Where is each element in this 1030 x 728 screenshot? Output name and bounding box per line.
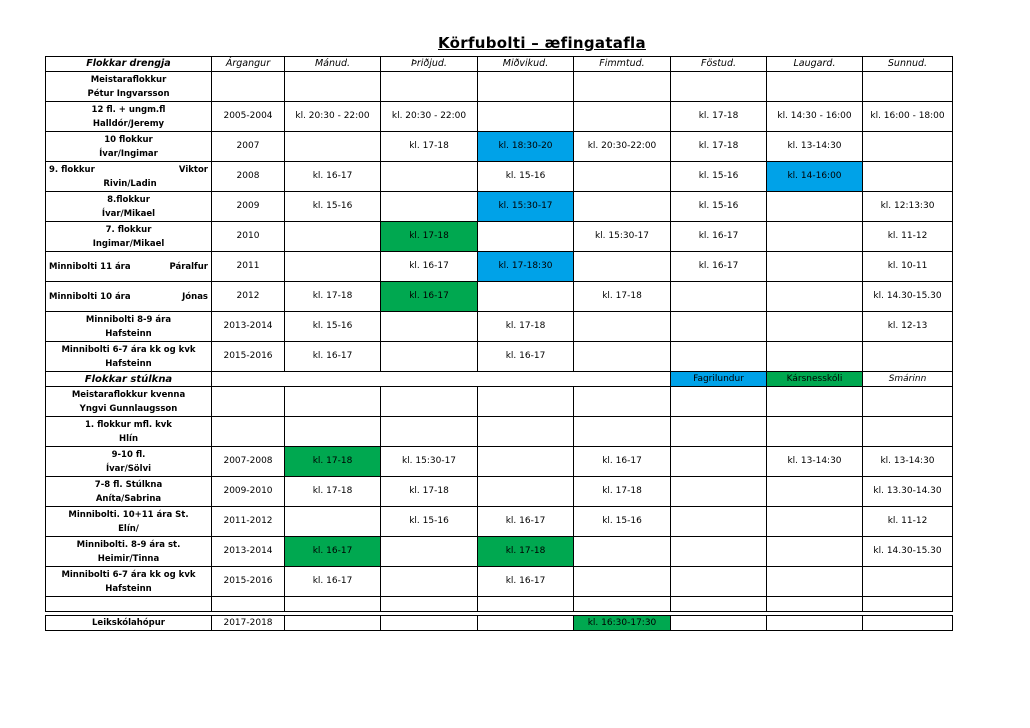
time-cell [767, 567, 863, 597]
time-cell [381, 567, 478, 597]
time-cell [671, 312, 767, 342]
time-cell [478, 417, 574, 447]
table-row [46, 616, 953, 631]
time-cell [478, 387, 574, 417]
group-cell [46, 447, 212, 477]
time-cell [381, 616, 478, 631]
table-row [46, 72, 953, 102]
empty-cell [863, 597, 953, 612]
year-cell: 2013-2014 [212, 312, 285, 342]
time-cell: kl. 15-16 [574, 507, 671, 537]
time-cell [381, 162, 478, 192]
time-cell [767, 507, 863, 537]
time-cell: kl. 20:30-22:00 [574, 132, 671, 162]
time-cell [574, 162, 671, 192]
time-cell [574, 417, 671, 447]
empty-row [46, 597, 953, 612]
group-name: 7. flokkur [105, 224, 152, 235]
empty-cell [285, 597, 381, 612]
time-cell [671, 72, 767, 102]
empty-cell [46, 597, 212, 612]
year-cell: 2013-2014 [212, 537, 285, 567]
time-cell [478, 447, 574, 477]
time-cell [574, 72, 671, 102]
time-cell [574, 342, 671, 372]
time-cell [574, 567, 671, 597]
time-cell [285, 252, 381, 282]
time-cell [285, 616, 381, 631]
time-cell [574, 312, 671, 342]
coach-name: Ívar/Ingimar [99, 148, 158, 159]
time-cell [767, 222, 863, 252]
group-cell [46, 477, 212, 507]
header-3: Þriðjud. [381, 57, 478, 72]
time-cell [671, 507, 767, 537]
time-cell: kl. 17-18 [381, 222, 478, 252]
group-name: Minnibolti 11 ára [49, 261, 131, 272]
time-cell [574, 537, 671, 567]
location-sunday: Smárinn [863, 372, 953, 387]
time-cell [863, 387, 953, 417]
year-cell: 2009 [212, 192, 285, 222]
header-group: Flokkar drengja [46, 57, 212, 72]
time-cell [574, 252, 671, 282]
time-cell: kl. 11-12 [863, 507, 953, 537]
time-cell: kl. 15:30-17 [574, 222, 671, 252]
table-row [46, 282, 953, 312]
coach-name: Ingimar/Mikael [92, 238, 165, 249]
group-cell [46, 222, 212, 252]
table-row [46, 342, 953, 372]
group-cell [46, 132, 212, 162]
time-cell: kl. 17-18 [671, 102, 767, 132]
header-7: Laugard. [767, 57, 863, 72]
time-cell [767, 417, 863, 447]
time-cell [285, 387, 381, 417]
coach-name: Páralfur [169, 261, 208, 272]
time-cell: kl. 16-17 [285, 342, 381, 372]
group-cell [46, 417, 212, 447]
group-name: 7-8 fl. Stúlkna [94, 479, 163, 490]
time-cell [574, 102, 671, 132]
header-1: Árgangur [212, 57, 285, 72]
coach-name: Elín/ [118, 523, 139, 534]
time-cell [863, 567, 953, 597]
year-cell: 2011 [212, 252, 285, 282]
time-cell: kl. 14:30 - 16:00 [767, 102, 863, 132]
table-row [46, 192, 953, 222]
time-cell: kl. 13-14:30 [767, 447, 863, 477]
time-cell: kl. 14.30-15.30 [863, 282, 953, 312]
time-cell [767, 252, 863, 282]
table-row [46, 567, 953, 597]
time-cell [574, 387, 671, 417]
time-cell: kl. 15-16 [671, 192, 767, 222]
group-name: Leikskólahópur [46, 616, 212, 631]
empty-cell [212, 372, 671, 387]
time-cell: kl. 15-16 [285, 192, 381, 222]
group-cell [46, 342, 212, 372]
group-cell [46, 312, 212, 342]
time-cell [478, 282, 574, 312]
time-cell: kl. 17-18 [478, 537, 574, 567]
table-row [46, 162, 953, 192]
time-cell [863, 342, 953, 372]
group-name: Minnibolti 10 ára [49, 291, 131, 302]
time-cell: kl. 16-17 [478, 342, 574, 372]
time-cell: kl. 11-12 [863, 222, 953, 252]
time-cell [381, 417, 478, 447]
empty-cell [574, 597, 671, 612]
table-row [46, 507, 953, 537]
empty-cell [767, 597, 863, 612]
time-cell [767, 72, 863, 102]
table-row [46, 312, 953, 342]
time-cell: kl. 17-18:30 [478, 252, 574, 282]
time-cell: kl. 16-17 [285, 162, 381, 192]
time-cell [671, 342, 767, 372]
group-name: Meistaraflokkur [90, 74, 167, 85]
time-cell: kl. 17-18 [478, 312, 574, 342]
table-row [46, 447, 953, 477]
header-4: Miðvikud. [478, 57, 574, 72]
header-2: Mánud. [285, 57, 381, 72]
year-cell: 2009-2010 [212, 477, 285, 507]
time-cell [285, 222, 381, 252]
coach-name: Yngvi Gunnlaugsson [79, 403, 178, 414]
time-cell [671, 282, 767, 312]
group-name: Minnibolti 6-7 ára kk og kvk [61, 344, 196, 355]
schedule-table [45, 56, 953, 631]
time-cell: kl. 15-16 [381, 507, 478, 537]
time-cell [381, 312, 478, 342]
time-cell: kl. 14.30-15.30 [863, 537, 953, 567]
time-cell: kl. 18:30-20 [478, 132, 574, 162]
time-cell [863, 72, 953, 102]
empty-cell [212, 597, 285, 612]
time-cell: kl. 15-16 [285, 312, 381, 342]
time-cell [863, 417, 953, 447]
time-cell: kl. 17-18 [381, 132, 478, 162]
time-cell: kl. 14-16:00 [767, 162, 863, 192]
time-cell [478, 102, 574, 132]
coach-name: Hlín [119, 433, 138, 444]
header-row [46, 57, 953, 72]
time-cell [767, 312, 863, 342]
time-cell [381, 387, 478, 417]
group-cell [46, 162, 212, 192]
year-cell: 2011-2012 [212, 507, 285, 537]
time-cell [671, 387, 767, 417]
time-cell [671, 447, 767, 477]
time-cell: kl. 15:30-17 [381, 447, 478, 477]
location-saturday: Kársnesskóli [767, 372, 863, 387]
time-cell [285, 132, 381, 162]
time-cell: kl. 10-11 [863, 252, 953, 282]
group-name: Minnibolti 6-7 ára kk og kvk [61, 569, 196, 580]
group-name: 9. flokkur [49, 164, 95, 175]
table-row [46, 477, 953, 507]
group-cell [46, 72, 212, 102]
coach-name: Ívar/Mikael [101, 208, 156, 219]
time-cell [863, 616, 953, 631]
time-cell [285, 417, 381, 447]
time-cell [863, 162, 953, 192]
time-cell [478, 477, 574, 507]
coach-name: Ívar/Sölvi [105, 463, 152, 474]
time-cell: kl. 16-17 [285, 537, 381, 567]
time-cell [574, 192, 671, 222]
time-cell: kl. 16-17 [671, 222, 767, 252]
time-cell: kl. 16:00 - 18:00 [863, 102, 953, 132]
time-cell [863, 132, 953, 162]
time-cell [767, 537, 863, 567]
time-cell [381, 72, 478, 102]
group-cell [46, 282, 212, 312]
header-6: Föstud. [671, 57, 767, 72]
time-cell: kl. 16:30-17:30 [574, 616, 671, 631]
time-cell [767, 282, 863, 312]
time-cell: kl. 17-18 [285, 447, 381, 477]
time-cell: kl. 15-16 [671, 162, 767, 192]
year-cell [212, 387, 285, 417]
location-friday: Fagrilundur [671, 372, 767, 387]
year-cell: 2005-2004 [212, 102, 285, 132]
time-cell: kl. 16-17 [381, 282, 478, 312]
table-row [46, 537, 953, 567]
table-row [46, 252, 953, 282]
time-cell: kl. 17-18 [671, 132, 767, 162]
header-8: Sunnud. [863, 57, 953, 72]
group-cell [46, 102, 212, 132]
time-cell: kl. 17-18 [285, 477, 381, 507]
group-name: Minnibolti 8-9 ára [85, 314, 172, 325]
group-name: 1. flokkur mfl. kvk [85, 419, 172, 430]
time-cell [285, 72, 381, 102]
section-label: Flokkar stúlkna [46, 372, 212, 387]
time-cell: kl. 16-17 [574, 447, 671, 477]
coach-name: Hafsteinn [105, 358, 152, 369]
time-cell [671, 537, 767, 567]
coach-name: Heimir/Tinna [97, 553, 160, 564]
time-cell: kl. 13-14:30 [863, 447, 953, 477]
year-cell: 2012 [212, 282, 285, 312]
coach-name: Hafsteinn [105, 583, 152, 594]
time-cell [767, 342, 863, 372]
group-cell [46, 252, 212, 282]
time-cell [478, 72, 574, 102]
time-cell: kl. 17-18 [381, 477, 478, 507]
coach-name: Jónas [182, 291, 208, 302]
coach-name: Aníta/Sabrina [95, 493, 162, 504]
page-title: Körfubolti – æfingatafla [438, 34, 646, 52]
table-row [46, 417, 953, 447]
year-cell: 2015-2016 [212, 342, 285, 372]
year-cell: 2010 [212, 222, 285, 252]
time-cell [767, 616, 863, 631]
time-cell [671, 477, 767, 507]
time-cell: kl. 16-17 [671, 252, 767, 282]
time-cell: kl. 15:30-17 [478, 192, 574, 222]
group-cell [46, 567, 212, 597]
coach-name: Viktor [178, 164, 208, 175]
table-row [46, 222, 953, 252]
time-cell [381, 537, 478, 567]
time-cell [767, 477, 863, 507]
header-5: Fimmtud. [574, 57, 671, 72]
time-cell: kl. 15-16 [478, 162, 574, 192]
group-cell [46, 387, 212, 417]
group-name: Meistaraflokkur kvenna [71, 389, 186, 400]
group-name: 8.flokkur [107, 194, 150, 205]
time-cell [478, 616, 574, 631]
time-cell: kl. 16-17 [478, 507, 574, 537]
coach-name: Rivin/Ladin [103, 178, 157, 189]
section-header-girls [46, 372, 953, 387]
time-cell: kl. 17-18 [574, 477, 671, 507]
empty-cell [381, 597, 478, 612]
empty-cell [671, 597, 767, 612]
time-cell [671, 417, 767, 447]
year-cell [212, 417, 285, 447]
table-row [46, 102, 953, 132]
table-row [46, 387, 953, 417]
time-cell: kl. 20:30 - 22:00 [285, 102, 381, 132]
time-cell: kl. 12:13:30 [863, 192, 953, 222]
coach-name: Hafsteinn [105, 328, 152, 339]
time-cell [767, 387, 863, 417]
time-cell: kl. 12-13 [863, 312, 953, 342]
year-cell: 2007 [212, 132, 285, 162]
empty-cell [478, 597, 574, 612]
year-cell: 2017-2018 [212, 616, 285, 631]
time-cell [671, 567, 767, 597]
year-cell: 2008 [212, 162, 285, 192]
group-name: Minnibolti. 10+11 ára St. [68, 509, 189, 520]
group-name: 12 fl. + ungm.fl [91, 104, 166, 115]
table-row [46, 132, 953, 162]
time-cell: kl. 13-14:30 [767, 132, 863, 162]
time-cell: kl. 13.30-14.30 [863, 477, 953, 507]
year-cell [212, 72, 285, 102]
group-cell [46, 507, 212, 537]
coach-name: Pétur Ingvarsson [87, 88, 170, 99]
group-name: Minnibolti. 8-9 ára st. [76, 539, 181, 550]
time-cell: kl. 16-17 [478, 567, 574, 597]
time-cell: kl. 20:30 - 22:00 [381, 102, 478, 132]
coach-name: Halldór/Jeremy [92, 118, 165, 129]
time-cell [381, 192, 478, 222]
time-cell: kl. 16-17 [381, 252, 478, 282]
time-cell [285, 507, 381, 537]
time-cell [381, 342, 478, 372]
group-cell [46, 192, 212, 222]
time-cell: kl. 16-17 [285, 567, 381, 597]
year-cell: 2007-2008 [212, 447, 285, 477]
time-cell [671, 616, 767, 631]
time-cell [767, 192, 863, 222]
year-cell: 2015-2016 [212, 567, 285, 597]
time-cell: kl. 17-18 [285, 282, 381, 312]
group-name: 9-10 fl. [111, 449, 146, 460]
time-cell [478, 222, 574, 252]
time-cell: kl. 17-18 [574, 282, 671, 312]
group-name: 10 flokkur [104, 134, 153, 145]
group-cell [46, 537, 212, 567]
